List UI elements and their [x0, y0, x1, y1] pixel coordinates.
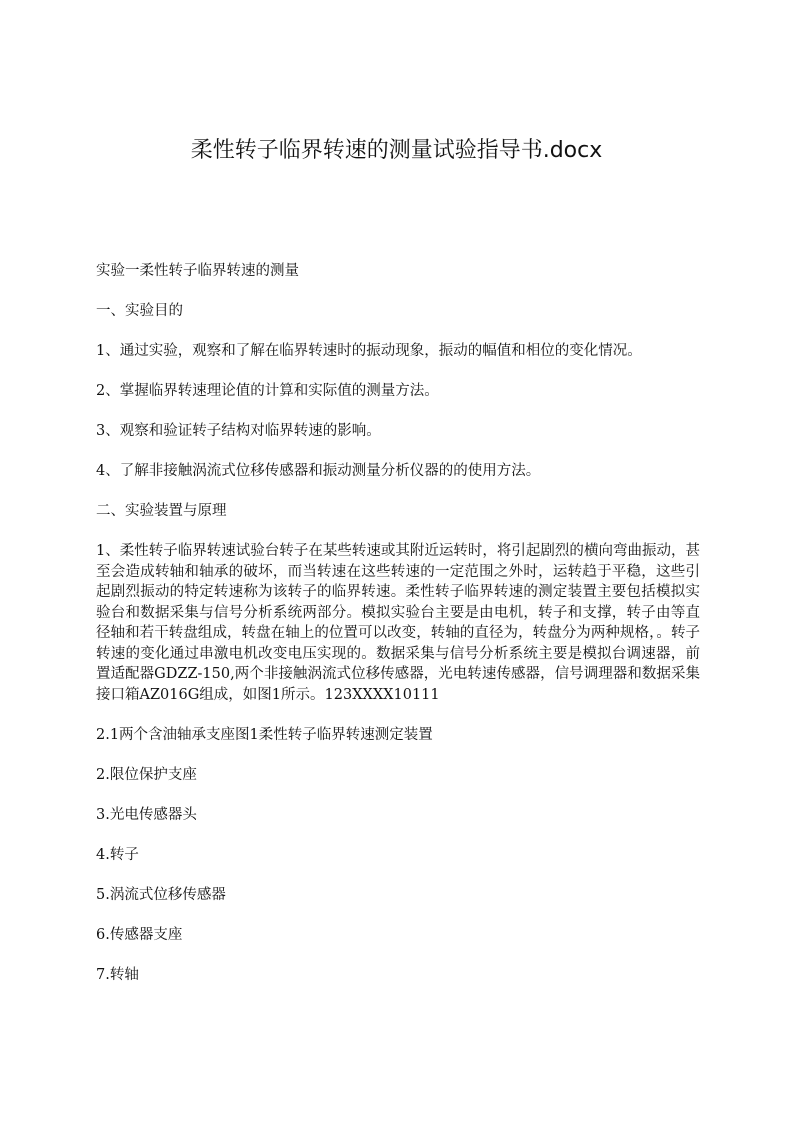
component-item-4: 4.转子 [96, 847, 139, 863]
section-heading-purpose: 一、实验目的 [96, 303, 183, 319]
purpose-item-2: 2、掌握临界转速理论值的计算和实际值的测量方法。 [96, 383, 439, 399]
component-item-1: 2.1两个含油轴承支座图1柔性转子临界转速测定装置 [96, 727, 433, 743]
experiment-heading: 实验一柔性转子临界转速的测量 [96, 263, 299, 279]
component-item-2: 2.限位保护支座 [96, 767, 197, 783]
component-item-5: 5.涡流式位移传感器 [96, 887, 226, 903]
document-body [96, 261, 700, 1005]
purpose-item-4: 4、了解非接触涡流式位移传感器和振动测量分析仪器的的使用方法。 [96, 463, 541, 479]
apparatus-description: 1、柔性转子临界转速试验台转子在某些转速或其附近运转时，将引起剧烈的横向弯曲振动，甚至会造成转轴和轴承的破坏，而当转速在这些转速的一定范围之外时，运转趋于平稳，这些引起剧烈振动的特定转速称为该转子的临界转速。柔性转子临界转速的测定装置主要包括模拟实验台和数据采集与信号分析系统两部分。模拟实验台主要是由电机，转子和支撑，转子由等直径轴和若干转盘组成，转盘在轴上的位置可以改变，转轴的直径为，转盘分为两种规格，。转子转速的变化通过串激电机改变电压实现的。数据采集与信号分析系统主要是模拟台调速器，前置适配器GDZZ-150,两个非接触涡流式位移传感器，光电转速传感器，信号调理器和数据采集接口箱AZ016G组成，如图1所示。123XXXX10111 [96, 543, 700, 703]
purpose-item-3: 3、观察和验证转子结构对临界转速的影响。 [96, 423, 381, 439]
component-item-3: 3.光电传感器头 [96, 807, 197, 823]
section-heading-apparatus: 二、实验装置与原理 [96, 503, 227, 519]
purpose-item-1: 1、通过实验，观察和了解在临界转速时的振动现象，振动的幅值和相位的变化情况。 [96, 343, 642, 359]
component-item-7: 7.转轴 [96, 967, 139, 983]
document-title: 柔性转子临界转速的测量试验指导书.docx [190, 138, 603, 163]
component-item-6: 6.传感器支座 [96, 927, 183, 943]
